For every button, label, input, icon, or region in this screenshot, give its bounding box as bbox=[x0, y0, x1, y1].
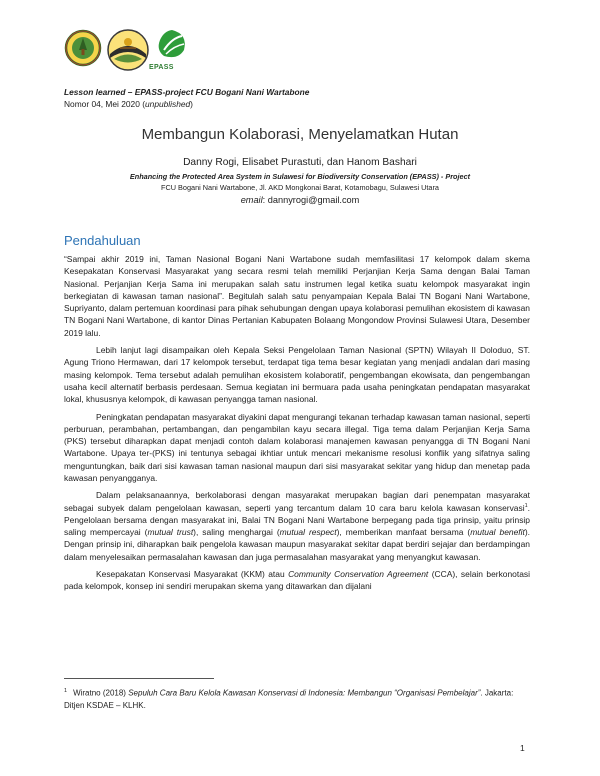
mutual-trust-term: mutual trust bbox=[147, 527, 194, 538]
paragraph-4-part-e: ). Dengan prinsip ini, diharapkan baik pengelola kawasan maupun masyarakat sekitar dapat berdiri sejajar dan berdampingan dalam menyelesaikan permasalahan kawasan dan juga permasalahan masyarakat yang menyangkut kawasan. bbox=[64, 527, 531, 562]
email-line bbox=[0, 195, 600, 205]
authors: Danny Rogi, Elisabet Purastuti, dan Hanom Bashari bbox=[183, 157, 417, 168]
epass-caption: EPASS bbox=[149, 64, 174, 71]
paragraph-1: “Sampai akhir 2019 ini, Taman Nasional Bogani Nani Wartabone sudah memfasilitasi 17 kelompok dalam skema Kesepakatan Konservasi Masyarakat yang secara resmi telah memiliki Perjanjian Kerja Sama dengan Balai Taman Nasional. Perjanjian Kerja Sama ini merupakan salah satu instrumen legal ketika suatu kelompok masyarakat ingin berkegiatan di kawasan taman nasional”. Begitulah salah satu penyampaian Kepala Balai TN Bogani Nani Wartabone, Supriyanto, dalam pertemuan koordinasi para pihak sehubungan dengan upaya kolaborasi pemulihan ekosistem di kawasan TN Bogani Nani Wartabone, di kantor Dinas Pertanian Kabupaten Bolaang Mongondow Provinsi Sulawesi Utara, Desember 2019 lalu. bbox=[64, 254, 530, 338]
section-heading: Pendahuluan bbox=[64, 233, 141, 248]
footnote-book-title: Sepuluh Cara Baru Kelola Kawasan Konservasi di Indonesia: Membangun “Organisasi Pembelajar” bbox=[128, 688, 481, 698]
bogani-nani-wartabone-logo-icon bbox=[106, 28, 150, 72]
epass-logo-icon bbox=[154, 28, 190, 62]
cca-term: Community Conservation Agreement bbox=[288, 569, 429, 580]
footnote bbox=[64, 685, 530, 712]
paragraph-2: Lebih lanjut lagi disampaikan oleh Kepala Seksi Pengelolaan Taman Nasional (SPTN) Wilayah II Doloduo, ST. Agung Triono Hermawan, dari 17 kelompok tersebut, terdapat tiga tema besar kegiatan yang menjadi andalan dari masing masing kelompok. Tema tersebut adalah pemulihan ekosistem kolaboratif, pengembangan ekowisata, dan pengembangan usaha kecil alternatif berbasis perdesaan. Semua kegiatan ini bermuara pada usaha peningkatan pendapatan masyarakat lokal, khususnya kelompok, di kawasan penyangga taman nasional. bbox=[64, 345, 530, 405]
affiliation-address: FCU Bogani Nani Wartabone, Jl. AKD Mongkonai Barat, Kotamobagu, Sulawesi Utara bbox=[161, 183, 439, 192]
paragraph-4-part-d: ), memberikan manfaat bersama ( bbox=[336, 527, 471, 538]
close-paren: ) bbox=[190, 99, 193, 109]
number-date: Nomor 04, Mei 2020 ( bbox=[64, 99, 145, 109]
email-label: email bbox=[240, 195, 263, 205]
unpublished-label: unpublished bbox=[145, 99, 191, 109]
paragraph-4-part-c: ), saling menghargai ( bbox=[193, 527, 280, 538]
footnote-divider bbox=[64, 678, 214, 679]
paragraph-5-part-b: (CCA), selain berkonotasi pada kelompok, konsep ini sendiri merupakan skema yang ditawarkan dan dijalani bbox=[64, 569, 531, 592]
footnote-text-a: Wiratno (2018) bbox=[73, 688, 129, 698]
publication-meta bbox=[64, 86, 309, 110]
number-date-line bbox=[64, 98, 309, 110]
footnote-text-b: . Jakarta: Ditjen KSDAE – KLHK. bbox=[64, 688, 514, 710]
paragraph-3: Peningkatan pendapatan masyarakat diyakini dapat mengurangi tekanan terhadap kawasan taman nasional, seperti perburuan, perambahan, pertambangan, dan pengambilan kayu secara illegal. Tiga tema dalam Perjanjian Kerja Sama (PKS) tersebut diharapkan dapat menjadi contoh dalam kolaborasi manajemen kawasan penyangga di TN Bogani Nani Wartabone. Upaya ter-(PKS) ini tentunya sebagai ikhtiar untuk mencari mekanisme resolusi konflik yang sifatnya saling menguntungkan, baik dari sisi kawasan taman nasional maupun dari sisi masyarakat sekitar yang hidup dan menetap pada kawasan penyangganya. bbox=[64, 411, 530, 483]
klhk-emblem-icon bbox=[64, 28, 102, 68]
paragraph-4-part-a: Dalam pelaksanaannya, berkolaborasi dengan masyarakat merupakan bagian dari penempatan masyarakat sebagai subyek dalam pengelolaan kawasan, seperti yang tercantum dalam 10 cara baru kelola kawasan konservasi bbox=[64, 490, 530, 513]
page-number: 1 bbox=[520, 743, 525, 753]
footnote-ref[interactable]: 1 bbox=[524, 502, 528, 509]
footnote-number: 1 bbox=[64, 688, 68, 694]
mutual-respect-term: mutual respect bbox=[279, 527, 337, 538]
article-title: Membangun Kolaborasi, Menyelamatkan Hutan bbox=[141, 126, 459, 143]
mutual-benefit-term: mutual benefit bbox=[470, 527, 525, 538]
lesson-line: Lesson learned – EPASS-project FCU Bogani Nani Wartabone bbox=[64, 87, 310, 97]
body-text bbox=[64, 253, 530, 598]
paragraph-5 bbox=[64, 568, 530, 593]
paragraph-5-part-a: Kesepakatan Konservasi Masyarakat (KKM) atau bbox=[96, 569, 289, 580]
paragraph-4 bbox=[64, 489, 530, 563]
affiliation-project: Enhancing the Protected Area System in Sulawesi for Biodiversity Conservation (EPASS) - Project bbox=[129, 172, 471, 181]
email-address[interactable]: : dannyrogi@gmail.com bbox=[262, 195, 360, 205]
paragraph-4-part-b: . Pengelolaan bersama dengan masyarakat ini, Balai TN Bogani Nani Wartabone berpegang pada tiga prinsip, yaitu prinsip saling mempercayai ( bbox=[64, 502, 530, 538]
